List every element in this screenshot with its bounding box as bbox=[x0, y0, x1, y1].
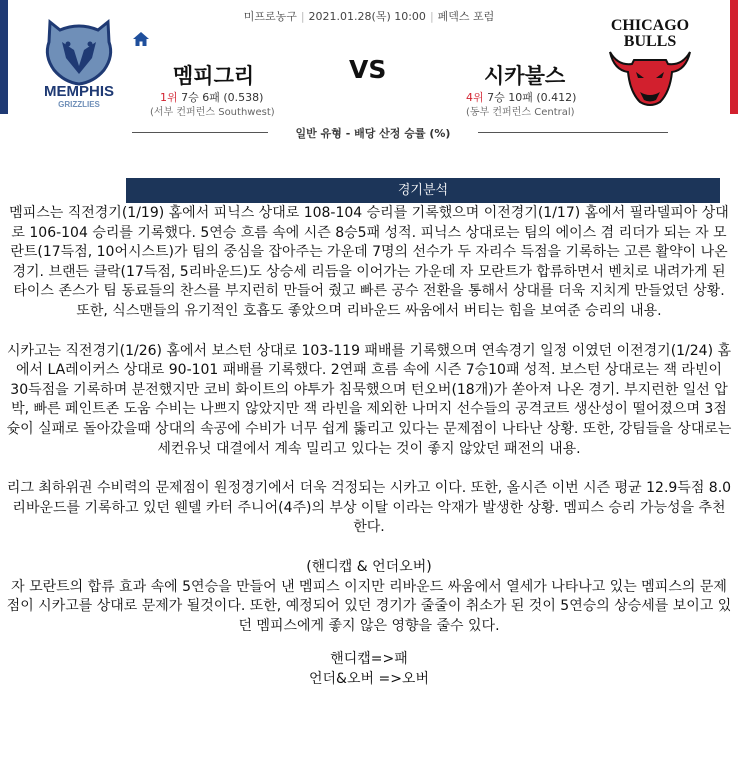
away-conference: (동부 컨퍼런스 Central) bbox=[466, 107, 575, 118]
subheading-rule-right bbox=[478, 132, 668, 133]
vs-label: VS bbox=[349, 55, 387, 84]
home-icon bbox=[133, 32, 149, 46]
analysis-paragraph-prediction: 리그 최하위권 수비력의 문제점이 원정경기에서 더욱 걱정되는 시카고 이다. 또한, 올시즌 이번 시즌 평균 12.9득점 8.0리바운드를 기록하고 있던 웬델 카터 주니어(4주)의 부상 이탈 이라는 악재가 발생한 상황. 멤피스 승리 가능성을 추천 한다. bbox=[6, 480, 732, 536]
svg-text:CHICAGO: CHICAGO bbox=[610, 17, 690, 34]
analysis-body bbox=[6, 204, 732, 689]
analysis-paragraph-handicap: 자 모란트의 합류 효과 속에 5연승을 만들어 낸 멤피스 이지만 리바운드 싸움에서 열세가 나타나고 있는 멤피스의 문제점이 시카고를 상대로 문제가 될것이다. 또한, 예정되어 있던 경기가 줄줄이 취소가 된 것이 5연승의 상승세를 보이고 있던 멤피스에게 좋지 않은 영향을 줄수 있다. bbox=[6, 578, 732, 634]
odds-subheading: 일반 유형 - 배당 산정 승률 (%) bbox=[295, 127, 451, 140]
handicap-section-title: (핸디캡 & 언더오버) bbox=[306, 558, 432, 575]
away-win-loss: 7승 10패 (0.412) bbox=[487, 91, 577, 104]
svg-text:BULLS: BULLS bbox=[623, 33, 677, 50]
analysis-paragraph-chicago: 시카고는 직전경기(1/26) 홈에서 보스턴 상대로 103-119 패배를 기록했으며 연속경기 일정 이였던 이전경기(1/24) 홈에서 LA레이커스 상대로 90-101 패배를 기록했다. 2연패 흐름 속에 시즌 7승10패 성적. 보스턴 상대로는 잭 라빈이 30득점을 기록하며 분전했지만 코비 화이트의 야투가 침묵했으며 턴오버(18개)가 쏟아져 나온 경기. 부지런한 일선 압박, 빠른 페인트존 도움 수비는 나쁘지 않았지만 잭 라빈을 제외한 나머지 선수들의 공격코트 생산성이 떨어졌으며 3점슛이 실패로 돌아갔을때 상대의 속공에 수비가 너무 쉽게 뚫리고 있다는 문제점이 나타난 상황. 또한, 강팀들을 상대로는 세컨유닛 대결에서 계속 밀리고 있다는 것이 좋지 않았던 패전의 내용. bbox=[6, 342, 732, 457]
away-team-name: 시카불스 bbox=[484, 64, 566, 88]
pick-handicap: 핸디캡=>패 bbox=[330, 651, 408, 668]
league-name: 미프로농구 bbox=[243, 10, 297, 23]
analysis-paragraph-memphis: 멤피스는 직전경기(1/19) 홈에서 피닉스 상대로 108-104 승리를 기록했으며 이전경기(1/17) 홈에서 필라델피아 상대로 106-104 승리를 기록했다. 5연승 흐름 속에 시즌 8승5패 성적. 피닉스 상대로는 팀의 에이스 겸 리더가 되는 자 모란트(17득점, 10어시스트)가 팀의 중심을 잡아주는 가운데 7명의 선수가 두 자리수 득점을 기록하는 고른 활약이 나온 경기. 브랜든 클락(17득점, 5리바운드)도 상승세 리듬을 이어가는 가운데 자 모란트가 합류하면서 벤치로 내려가게 된 타이스 존스가 팀 동료들의 찬스를 부지런히 만들어 줬고 빠른 공수 전환을 통해서 상대를 더욱 지치게 만들었던 상황. 또한, 식스맨들의 유기적인 호흡도 좋았으며 리바운드 싸움에서 버티는 힘을 보여준 승리의 내용. bbox=[9, 205, 729, 319]
svg-text:GRIZZLIES: GRIZZLIES bbox=[58, 100, 100, 109]
analysis-section-header: 경기분석 bbox=[126, 178, 720, 203]
memphis-grizzlies-logo bbox=[36, 14, 122, 110]
venue-name: 페덱스 포럼 bbox=[437, 10, 495, 23]
away-rank: 4위 bbox=[466, 91, 484, 104]
pick-over-under: 언더&오버 =>오버 bbox=[309, 670, 429, 687]
match-datetime: 2021.01.28(목) 10:00 bbox=[308, 10, 426, 23]
home-conference: (서부 컨퍼런스 Southwest) bbox=[150, 107, 275, 118]
subheading-rule-left bbox=[132, 132, 268, 133]
match-meta: 미프로농구 | 2021.01.28(목) 10:00 | 페덱스 포럼 bbox=[243, 10, 495, 23]
home-win-loss: 7승 6패 (0.538) bbox=[181, 91, 264, 104]
chicago-bulls-logo bbox=[604, 14, 696, 110]
home-team-name: 멤피그리 bbox=[173, 64, 255, 88]
home-rank: 1위 bbox=[160, 91, 178, 104]
svg-text:MEMPHIS: MEMPHIS bbox=[43, 83, 115, 100]
